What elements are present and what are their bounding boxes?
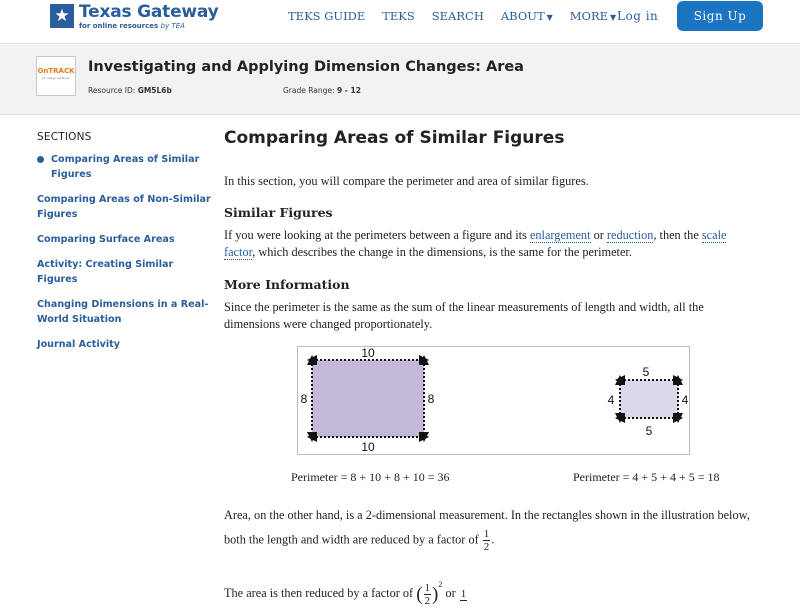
more-information-heading: More Information [224,277,350,292]
nav-more-dropdown[interactable] [570,9,616,23]
fraction-one-half [483,528,491,553]
sidebar-item-journal-activity[interactable] [37,337,212,352]
sidebar-item-label: Changing Dimensions in a Real-World Situation [37,299,209,325]
sidebar-item-label: Journal Activity [37,339,121,350]
rectangles-illustration [298,347,691,456]
large-rectangle [312,360,424,437]
small-left-label: 4 [607,393,615,407]
fraction-one-half [424,582,432,607]
similar-figures-paragraph [224,227,769,261]
nav-about-label: ABOUT [500,9,545,23]
resource-id-value: GM5L6b [137,86,172,95]
area-paragraph-line1: Area, on the other hand, is a 2-dimensional measurement. In the rectangles shown in the illustration below, [224,508,750,522]
area-paragraph-line3 [224,576,468,607]
sidebar-item-label: Comparing Areas of Non-Similar Figures [37,194,211,220]
logo-text [79,2,219,30]
text-span: , which describes the change in the dimensions, is the same for the perimeter. [252,245,632,259]
nav-teks-guide-label: TEKS GUIDE [288,9,366,23]
term-text: factor [224,245,253,259]
resource-id-label: Resource ID: [88,86,136,95]
nav-search[interactable] [432,9,484,23]
grade-range-value: 9 - 12 [336,86,361,95]
nav-teks[interactable] [382,9,415,23]
exponent: 2 [438,580,443,589]
top-navigation [0,0,800,44]
text-line: Since the perimeter is the same as the sum of the linear measurements of length and width, all the [224,300,704,314]
resource-header [0,45,800,115]
small-rectangle [620,380,678,418]
nav-links [288,9,633,23]
text-line: dimensions were changed proportionately. [224,317,433,331]
small-bottom-label: 5 [645,424,653,438]
sidebar-item-label: Comparing Surface Areas [37,234,175,245]
logo-subtitle [79,22,219,30]
sections-sidebar [37,131,212,362]
signup-button[interactable]: Sign Up [677,1,763,31]
active-bullet-icon [37,156,44,163]
sidebar-item-label: Activity: Creating Similar Figures [37,259,174,285]
large-right-label: 8 [427,392,435,406]
ontrack-badge [36,56,76,96]
sidebar-item-activity-creating-similar[interactable] [37,257,212,287]
fraction-partial [460,588,468,601]
more-info-paragraph [224,299,784,333]
nav-about-dropdown[interactable] [501,9,553,23]
open-paren: ( [416,584,423,605]
fraction-numerator: 1 [483,528,490,540]
nav-teks-label: TEKS [382,9,415,23]
nav-search-label: SEARCH [431,9,484,23]
texas-gateway-logo[interactable] [50,2,219,34]
sidebar-item-comparing-surface-areas[interactable] [37,232,212,247]
fraction-denominator: 2 [483,541,490,553]
resource-title: Investigating and Applying Dimension Changes: Area [88,59,524,75]
nav-teks-guide[interactable] [288,9,365,23]
perimeter-large-text: Perimeter = 8 + 10 + 8 + 10 = 36 [291,470,450,484]
logo-by-text: by TEA [160,22,185,30]
term-link-enlargement[interactable]: enlargement [529,228,591,242]
text-span: or [442,586,459,600]
term-link-reduction[interactable]: reduction [606,228,654,242]
caret-down-icon: ▼ [610,13,617,22]
grade-range [283,86,361,95]
perimeter-small-text: Perimeter = 4 + 5 + 4 + 5 = 18 [573,470,720,484]
logo-sub-text: for online resources [79,22,159,30]
fraction-numerator: 1 [460,587,467,600]
text-span: , then the [653,228,702,242]
large-left-label: 8 [300,392,308,406]
caret-down-icon: ▼ [546,13,553,22]
intro-paragraph: In this section, you will compare the perimeter and area of similar figures. [224,174,589,188]
fraction-denominator: 2 [424,594,431,607]
text-span: both the length and width are reduced by a factor of [224,532,482,547]
sidebar-item-label: Comparing Areas of Similar Figures [51,154,200,180]
nav-more-label: MORE [569,9,609,23]
resource-id [88,86,172,95]
sidebar-item-changing-dimensions[interactable] [37,297,212,327]
sidebar-item-comparing-areas-non-similar[interactable] [37,192,212,222]
login-link[interactable]: Log in [617,9,659,23]
area-paragraph-line2 [224,528,494,553]
star-icon: ★ [50,4,74,28]
close-paren: ) [432,584,439,605]
text-span: . [491,532,495,547]
badge-sublabel: for college readiness [42,76,70,80]
large-bottom-label: 10 [361,440,375,454]
large-top-label: 10 [361,346,375,360]
badge-label: OnTRACK [37,67,75,75]
fraction-numerator: 1 [424,581,431,594]
similar-figures-heading: Similar Figures [224,205,333,220]
perimeter-figure [297,346,690,455]
sections-heading: SECTIONS [37,131,92,143]
text-span: or [590,228,607,242]
text-span: The area is then reduced by a factor of [224,586,417,600]
small-right-label: 4 [681,393,689,407]
term-text: scale [701,228,727,242]
grade-range-label: Grade Range: [283,86,335,95]
sidebar-item-comparing-areas-similar[interactable] [37,152,212,182]
small-top-label: 5 [642,365,650,379]
text-span: If you were looking at the perimeters between a figure and its [224,228,530,242]
page-title: Comparing Areas of Similar Figures [224,128,565,148]
logo-title: Texas Gateway [79,2,219,22]
